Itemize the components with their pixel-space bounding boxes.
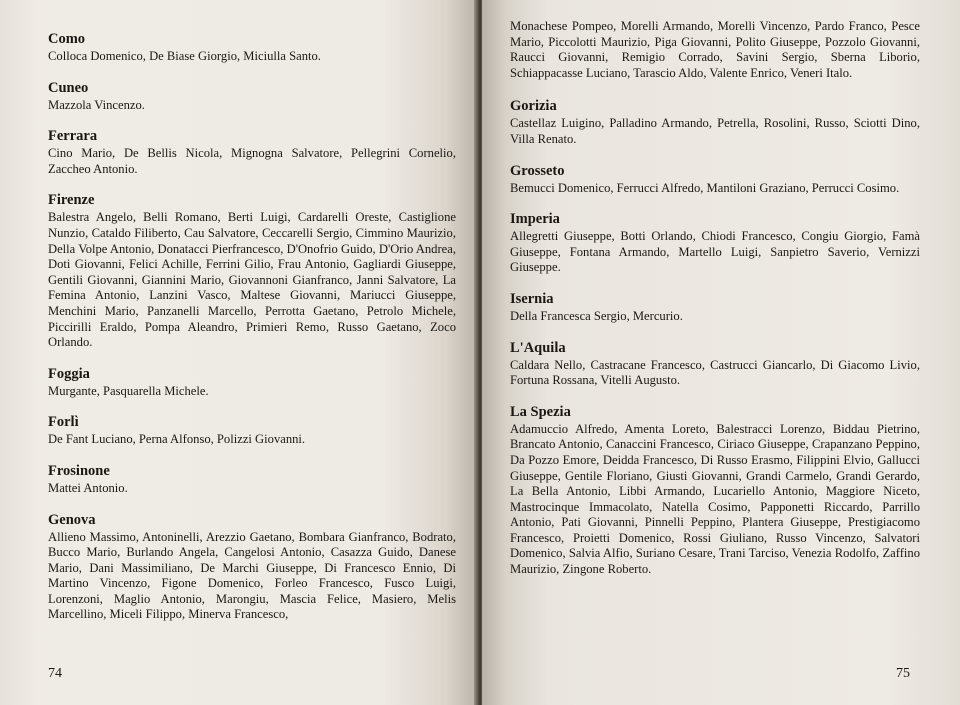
province-section-grosseto xyxy=(510,162,920,197)
province-section-firenze xyxy=(48,191,456,350)
name-list: De Fant Luciano, Perna Alfonso, Polizzi Giovanni. xyxy=(48,432,306,447)
name-list: Allieno Massimo, Antoninelli, Arezzio Gaetano, Bombara Gianfranco, Bodrato, Bucco Mario, Burlando Angela, Cangelosi Antonio, Casazza Guido, Danese Mario, Dani Massimiliano, De Marchi Giuseppe, Di Francesco Ennio, Di Martino Vincenzo, Figone Domenico, Forleo Francesco, Fusco Luigi, Lorenzoni, Maglio Antonio, Marongiu, Mascia Felice, Masiero, Melis Marcellino, Miceli Filippo, Minerva Francesco, xyxy=(48,529,456,622)
province-heading: Forlì xyxy=(48,414,79,431)
province-heading: Cuneo xyxy=(48,79,89,96)
name-list: Della Francesca Sergio, Mercurio. xyxy=(510,308,683,323)
province-heading: Imperia xyxy=(510,211,560,228)
province-section-foggia xyxy=(48,365,456,400)
province-heading: Grosseto xyxy=(510,162,565,179)
province-heading: Genova xyxy=(48,511,96,528)
province-heading: Gorizia xyxy=(510,98,557,115)
continued-name-list: Monachese Pompeo, Morelli Armando, Morelli Vincenzo, Pardo Franco, Pesce Mario, Piccolotti Maurizio, Piga Giovanni, Polito Giuseppe, Pozzolo Giovanni, Raucci Giovanni, Remigio Corrado, Savini Sergio, Sberna Liborio, Schiappacasse Luciano, Tarascio Aldo, Valente Enrico, Veneri Italo. xyxy=(510,19,920,80)
name-list: Bemucci Domenico, Ferrucci Alfredo, Mantiloni Graziano, Perrucci Cosimo. xyxy=(510,180,900,195)
name-list: Balestra Angelo, Belli Romano, Berti Luigi, Cardarelli Oreste, Castiglione Nunzio, Cataldo Filiberto, Cau Salvatore, Ceccarelli Sergio, Cimmino Maurizio, Della Volpe Antonio, Donatacci Pierfrancesco, D'Onofrio Guido, D'Orio Andrea, Doti Giovanni, Felici Achille, Ferrini Gilio, Frau Antonio, Gagliardi Giuseppe, Gentili Giovanni, Giannini Mario, Giovannoni Gianfranco, Janni Salvatore, La Femina Antonio, Lanzini Vasco, Maltese Giovanni, Mariucci Giuseppe, Menchini Mario, Panzanelli Marcello, Perrotta Gaetano, Petrolo Michele, Piccirilli Eraldo, Pompa Aleandro, Primieri Remo, Russo Gaetano, Zoco Orlando. xyxy=(48,210,456,350)
province-section-gorizia xyxy=(510,97,920,147)
province-section-imperia xyxy=(510,210,920,276)
province-section-forli xyxy=(48,413,456,448)
name-list: Mattei Antonio. xyxy=(48,480,128,495)
name-list: Allegretti Giuseppe, Botti Orlando, Chiodi Francesco, Congiu Giorgio, Famà Giuseppe, Fontana Armando, Martello Luigi, Sanpietro Saverio, Vernizzi Giuseppe. xyxy=(510,229,920,275)
name-list: Mazzola Vincenzo. xyxy=(48,97,145,112)
province-section-frosinone xyxy=(48,462,456,497)
name-list: Caldara Nello, Castracane Francesco, Castrucci Giancarlo, Di Giacomo Livio, Fortuna Rossana, Vitelli Augusto. xyxy=(510,357,920,388)
province-section-isernia xyxy=(510,290,920,325)
province-heading: La Spezia xyxy=(510,403,571,420)
name-list: Colloca Domenico, De Biase Giorgio, Miciulla Santo. xyxy=(48,49,321,63)
province-heading: Ferrara xyxy=(48,128,98,145)
page-number: 74 xyxy=(48,666,62,681)
province-heading: Frosinone xyxy=(48,462,110,479)
name-list: Castellaz Luigino, Palladino Armando, Petrella, Rosolini, Russo, Sciotti Dino, Villa Renato. xyxy=(510,116,920,146)
province-heading: Como xyxy=(48,31,86,47)
province-section-laquila xyxy=(510,339,920,389)
province-section-la-spezia xyxy=(510,403,920,578)
province-heading: Firenze xyxy=(48,192,95,209)
province-section-cuneo xyxy=(48,79,456,114)
province-section-ferrara xyxy=(48,127,456,177)
page-number: 75 xyxy=(896,666,910,681)
province-heading: Isernia xyxy=(510,290,554,307)
left-page xyxy=(0,0,478,705)
name-list: Cino Mario, De Bellis Nicola, Mignogna Salvatore, Pellegrini Cornelio, Zaccheo Antonio. xyxy=(48,146,456,176)
province-section-como xyxy=(48,30,456,65)
name-list: Adamuccio Alfredo, Amenta Loreto, Balestracci Lorenzo, Biddau Pietrino, Brancato Antonio, Canaccini Francesco, Ciriaco Giuseppe, Crapanzano Peppino, Da Pozzo Emore, Deidda Francesco, Di Russo Erasmo, Filippini Elvio, Gallucci Giuseppe, Gentile Floriano, Giusti Giovanni, Grandi Carmelo, Grandi Gerardo, La Bella Antonio, Libbi Armando, Lucariello Antonio, Maggiore Niceto, Mastrocinque Immacolato, Natella Cosimo, Papponetti Riccardo, Parrillo Antonio, Pati Giovanni, Pinnelli Peppino, Plantera Giuseppe, Prestigiacomo Francesco, Proietti Domenico, Rossi Giuliano, Russo Vincenzo, Salvatori Domenico, Salvia Alfio, Suriano Cesare, Trani Tarciso, Venezia Rodolfo, Zaffino Maurizio, Zingone Roberto. xyxy=(510,421,920,577)
province-heading: L'Aquila xyxy=(510,339,566,356)
right-page xyxy=(482,0,960,705)
province-heading: Foggia xyxy=(48,365,90,382)
name-list: Murgante, Pasquarella Michele. xyxy=(48,383,209,398)
province-section-genova xyxy=(48,511,456,624)
